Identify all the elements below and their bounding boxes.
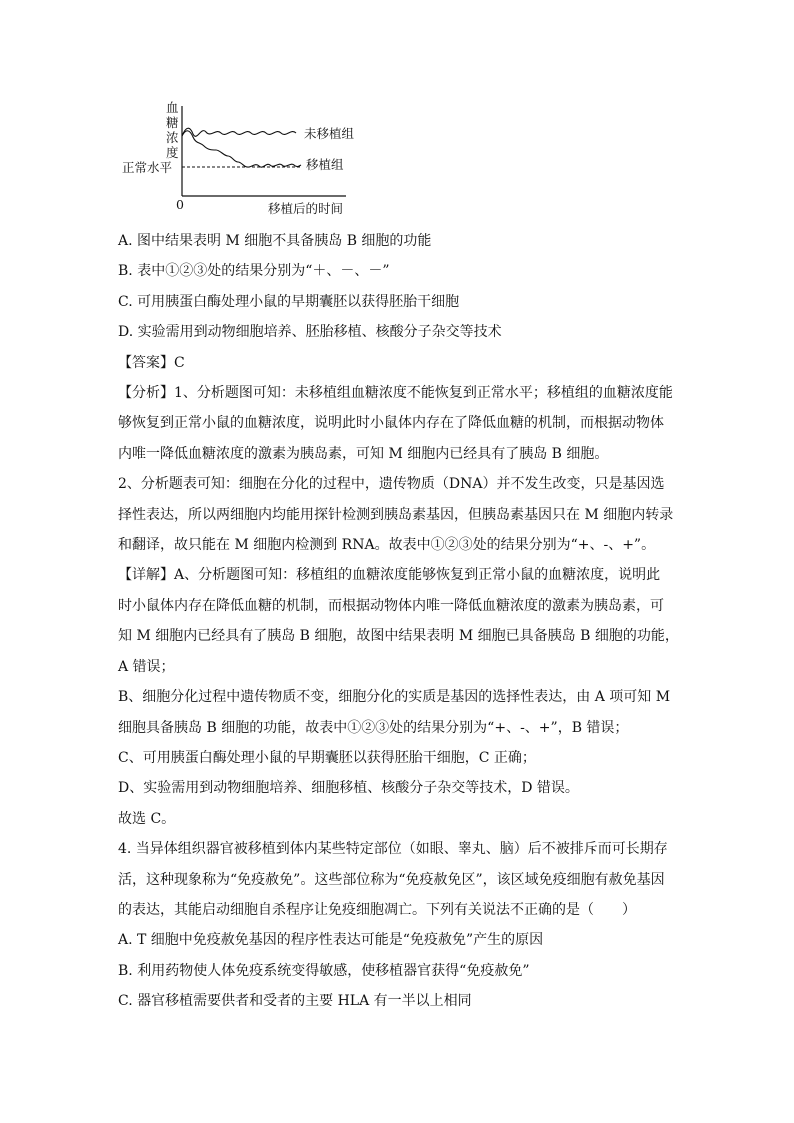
option-d: D. 实验需用到动物细胞培养、胚胎移植、核酸分子杂交等技术 xyxy=(118,324,502,341)
document-body xyxy=(118,226,688,1017)
y-axis-label-char: 糖 xyxy=(166,115,179,130)
normal-level-label: 正常水平 xyxy=(122,160,173,175)
analysis-line: 内唯一降低血糖浓度的激素为胰岛素，可知 M 细胞内已经具有了胰岛 B 细胞。 xyxy=(118,445,609,462)
analysis-line: 和翻译，故只能在 M 细胞内检测到 RNA。故表中①②③处的结果分别为“+、-、+”。 xyxy=(118,537,656,554)
origin-label: 0 xyxy=(176,197,184,212)
detail-line: 细胞具备胰岛 B 细胞的功能，故表中①②③处的结果分别为“+、-、+”，B 错误； xyxy=(118,719,629,736)
series-untransplanted-curve xyxy=(182,128,296,136)
choice-line: 故选 C。 xyxy=(118,810,176,827)
option-c: C. 可用胰蛋白酶处理小鼠的早期囊胚以获得胚胎干细胞 xyxy=(118,293,460,310)
analysis-line: 2、分析题表可知：细胞在分化的过程中，遗传物质（DNA）并不发生改变，只是基因选 xyxy=(118,476,665,493)
detail-line: 【详解】A、分析题图可知：移植组的血糖浓度能够恢复到正常小鼠的血糖浓度，说明此 xyxy=(118,567,661,584)
question-4-stem: 4. 当异体组织器官被移植到体内某些特定部位（如眼、睾丸、脑）后不被排斥而可长期存 xyxy=(118,841,668,858)
y-axis-label-char: 浓 xyxy=(166,130,179,145)
option-b: B. 表中①②③处的结果分别为“＋、－、－” xyxy=(118,263,390,280)
x-axis-label: 移植后的时间 xyxy=(268,201,344,216)
detail-line: 知 M 细胞内已经具有了胰岛 B 细胞，故图中结果表明 M 细胞已具备胰岛 B 细胞的功能， xyxy=(118,628,679,645)
answer-line: 【答案】C xyxy=(118,354,185,371)
detail-line: A 错误； xyxy=(118,658,175,675)
detail-line: D、实验需用到动物细胞培养、细胞移植、核酸分子杂交等技术，D 错误。 xyxy=(118,780,579,797)
y-axis-label-char: 度 xyxy=(166,145,179,160)
question-4-stem: 活，这种现象称为“免疫赦免”。这些部位称为“免疫赦免区”，该区域免疫细胞有赦免基因 xyxy=(118,871,665,888)
option-a: A. 图中结果表明 M 细胞不具备胰岛 B 细胞的功能 xyxy=(118,233,432,249)
question-4-option-b: B. 利用药物使人体免疫系统变得敏感，使移植器官获得“免疫赦免” xyxy=(118,962,530,979)
detail-line: B、细胞分化过程中遗传物质不变，细胞分化的实质是基因的选择性表达，由 A 项可知 M xyxy=(118,689,671,706)
analysis-line: 【分析】1、分析题图可知：未移植组血糖浓度不能恢复到正常水平；移植组的血糖浓度能 xyxy=(118,385,673,402)
detail-line: C、可用胰蛋白酶处理小鼠的早期囊胚以获得胚胎干细胞，C 正确； xyxy=(118,749,536,766)
question-4-stem: 的表达，其能启动细胞自杀程序让免疫细胞凋亡。下列有关说法不正确的是（ ） xyxy=(118,901,636,918)
question-4-option-c: C. 器官移植需要供者和受者的主要 HLA 有一半以上相同 xyxy=(118,993,472,1010)
analysis-line: 择性表达，所以两细胞内均能用探针检测到胰岛素基因，但胰岛素基因只在 M 细胞内转录 xyxy=(118,506,674,523)
detail-line: 时小鼠体内存在降低血糖的机制，而根据动物体内唯一降低血糖浓度的激素为胰岛素，可 xyxy=(118,597,664,614)
y-axis-label-char: 血 xyxy=(166,100,179,115)
question-4-option-a: A. T 细胞中免疫赦免基因的程序性表达可能是“免疫赦免”产生的原因 xyxy=(118,932,544,949)
series-transplanted-curve xyxy=(182,131,301,167)
blood-glucose-figure xyxy=(118,96,378,224)
series-label-untransplanted: 未移植组 xyxy=(304,126,355,141)
analysis-line: 够恢复到正常小鼠的血糖浓度，说明此时小鼠体内存在了降低血糖的机制，而根据动物体 xyxy=(118,415,664,432)
series-label-transplanted: 移植组 xyxy=(306,157,344,172)
blood-glucose-graph xyxy=(118,96,378,224)
